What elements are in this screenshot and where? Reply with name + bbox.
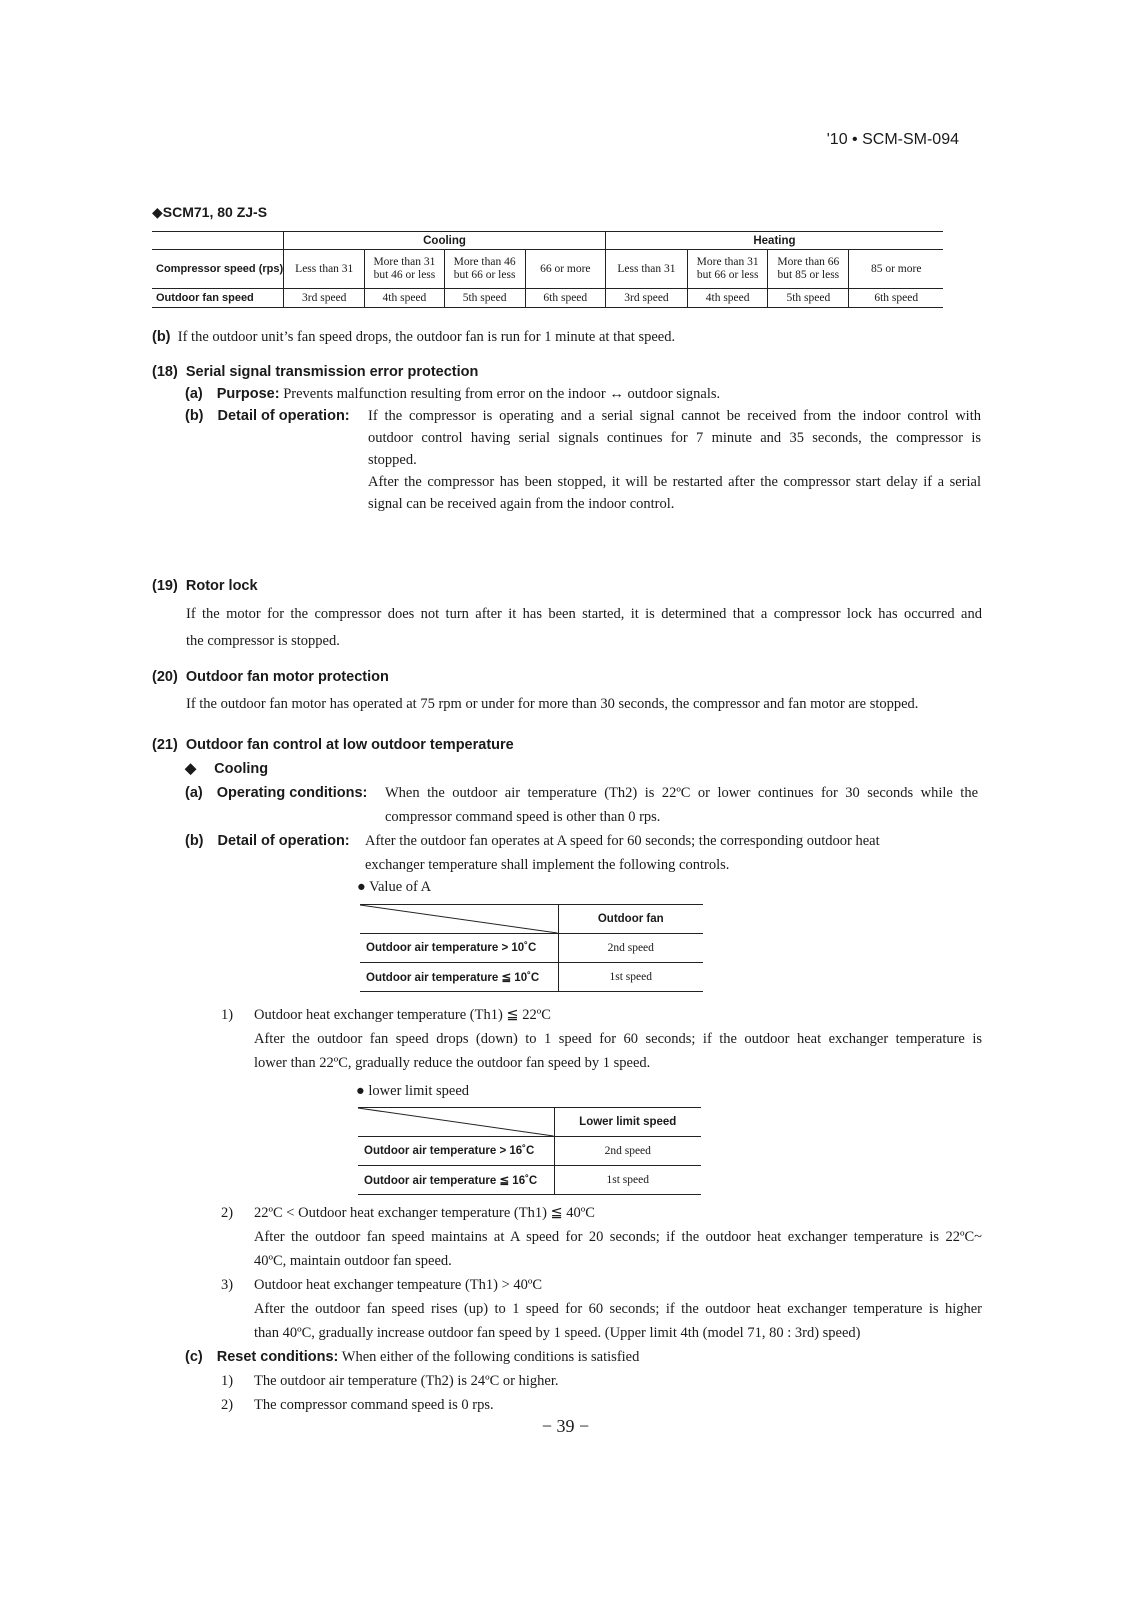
section-18-purpose: (a) Purpose: Prevents malfunction resulting from error on the indoor ↔ outdoor signals. <box>185 386 721 402</box>
heating-header: Heating <box>605 232 943 250</box>
step-3-number: 3) <box>221 1277 234 1293</box>
step-2-number: 2) <box>221 1205 234 1221</box>
reset-1: The outdoor air temperature (Th2) is 24ºC or higher. <box>254 1373 559 1389</box>
reset-conditions: (c) Reset conditions: When either of the following conditions is satisfied <box>185 1349 640 1365</box>
heating-speed-1: 3rd speed <box>605 289 687 308</box>
section-20-text: If the outdoor fan motor has operated at 75 rpm or under for more than 30 seconds, the compressor and fan motor are stopped. <box>186 696 919 712</box>
section-18-heading: (18) Serial signal transmission error protection <box>152 364 479 380</box>
heating-speed-3: 5th speed <box>768 289 849 308</box>
table-cell: 2nd speed <box>554 1137 701 1166</box>
section-21-heading: (21) Outdoor fan control at low outdoor temperature <box>152 737 514 753</box>
heating-range-3: More than 66 but 85 or less <box>768 250 849 289</box>
outdoor-fan-speed-label: Outdoor fan speed <box>152 289 284 308</box>
cooling-speed-1: 3rd speed <box>284 289 365 308</box>
reset-2: The compressor command speed is 0 rps. <box>254 1397 494 1413</box>
section-18-detail-label: (b) Detail of operation: <box>185 408 350 424</box>
model-title: ◆SCM71, 80 ZJ-S <box>152 204 268 220</box>
table-cell: 1st speed <box>558 963 703 992</box>
section-18-detail: If the compressor is operating and a serial signal cannot be received from the indoor control with outdoor control having serial signals continues for 7 minute and 35 seconds, the compressor is stopped. After the compressor has been stopped, it will be restarted after the compressor start delay if a serial signal can be received again from the indoor control. <box>368 408 981 512</box>
note-b: (b) If the outdoor unit’s fan speed drops, the outdoor fan is run for 1 minute at that speed. <box>152 329 676 345</box>
heating-speed-2: 4th speed <box>688 289 768 308</box>
heating-range-4: 85 or more <box>849 250 943 289</box>
page-number: − 39 − <box>541 1416 590 1436</box>
compressor-speed-label: Compressor speed (rps) <box>152 250 284 289</box>
section-21-detail-label: (b) Detail of operation: <box>185 833 350 849</box>
step-1-number: 1) <box>221 1007 234 1023</box>
step-1-text: After the outdoor fan speed drops (down) to 1 speed for 60 seconds; if the outdoor heat exchanger temperature is lower than 22ºC, gradually reduce the outdoor fan speed by 1 speed. <box>254 1031 982 1071</box>
cooling-range-1: Less than 31 <box>284 250 365 289</box>
section-21-conditions-2: compressor command speed is other than 0 rps. <box>385 809 661 825</box>
value-a-table <box>360 904 703 992</box>
outdoor-fan-header: Outdoor fan <box>558 905 703 934</box>
lower-limit-table <box>358 1107 701 1195</box>
step-2-text: After the outdoor fan speed maintains at A speed for 20 seconds; if the outdoor heat exchanger temperature is 22ºC~ 40ºC, maintain outdoor fan speed. <box>254 1229 982 1269</box>
step-1-title: Outdoor heat exchanger temperature (Th1) ≦ 22ºC <box>254 1007 551 1023</box>
table-row: Outdoor air temperature ≦ 10˚C <box>360 963 558 992</box>
section-19-text: If the motor for the compressor does not turn after it has been started, it is determined that a compressor lock has occurred and the compressor is stopped. <box>186 606 982 649</box>
section-21-detail: After the outdoor fan operates at A speed for 60 seconds; the corresponding outdoor heat exchanger temperature shall implement the following controls. <box>365 833 880 873</box>
section-21-mode: ◆ Cooling <box>185 761 269 777</box>
step-2-title: 22ºC < Outdoor heat exchanger temperature (Th1) ≦ 40ºC <box>254 1205 595 1221</box>
reset-1-number: 1) <box>221 1373 234 1389</box>
lower-limit-header: Lower limit speed <box>554 1108 701 1137</box>
step-3-title: Outdoor heat exchanger tempeature (Th1) > 40ºC <box>254 1277 543 1293</box>
fan-speed-table <box>152 231 943 308</box>
section-21-conditions: When the outdoor air temperature (Th2) is 22ºC or lower continues for 30 seconds while the <box>385 785 978 801</box>
lower-limit-caption: ● lower limit speed <box>356 1083 470 1099</box>
cooling-range-2: More than 31 but 46 or less <box>365 250 444 289</box>
cooling-speed-2: 4th speed <box>365 289 444 308</box>
heating-range-1: Less than 31 <box>605 250 687 289</box>
table-row: Outdoor air temperature > 10˚C <box>360 934 558 963</box>
section-20-heading: (20) Outdoor fan motor protection <box>152 669 389 685</box>
diagonal-cell <box>360 905 558 934</box>
section-19-heading: (19) Rotor lock <box>152 578 258 594</box>
document-id: '10 • SCM-SM-094 <box>826 131 959 148</box>
section-21-conditions-label: (a) Operating conditions: <box>185 785 368 801</box>
heating-speed-4: 6th speed <box>849 289 943 308</box>
reset-2-number: 2) <box>221 1397 234 1413</box>
table-row: Outdoor air temperature > 16˚C <box>358 1137 554 1166</box>
corner-cell <box>152 232 284 250</box>
table-cell: 2nd speed <box>558 934 703 963</box>
heating-range-2: More than 31 but 66 or less <box>688 250 768 289</box>
cooling-header: Cooling <box>284 232 606 250</box>
cooling-speed-4: 6th speed <box>525 289 605 308</box>
value-a-caption: ● Value of A <box>357 879 432 895</box>
cooling-range-3: More than 46 but 66 or less <box>444 250 525 289</box>
table-row: Outdoor air temperature ≦ 16˚C <box>358 1166 554 1195</box>
cooling-speed-3: 5th speed <box>444 289 525 308</box>
step-3-text: After the outdoor fan speed rises (up) to 1 speed for 60 seconds; if the outdoor heat exchanger temperature is higher than 40ºC, gradually increase outdoor fan speed by 1 speed. (Upper limit 4th (model 71, 80 : 3rd) speed) <box>254 1301 982 1341</box>
diagonal-cell <box>358 1108 554 1137</box>
cooling-range-4: 66 or more <box>525 250 605 289</box>
table-cell: 1st speed <box>554 1166 701 1195</box>
